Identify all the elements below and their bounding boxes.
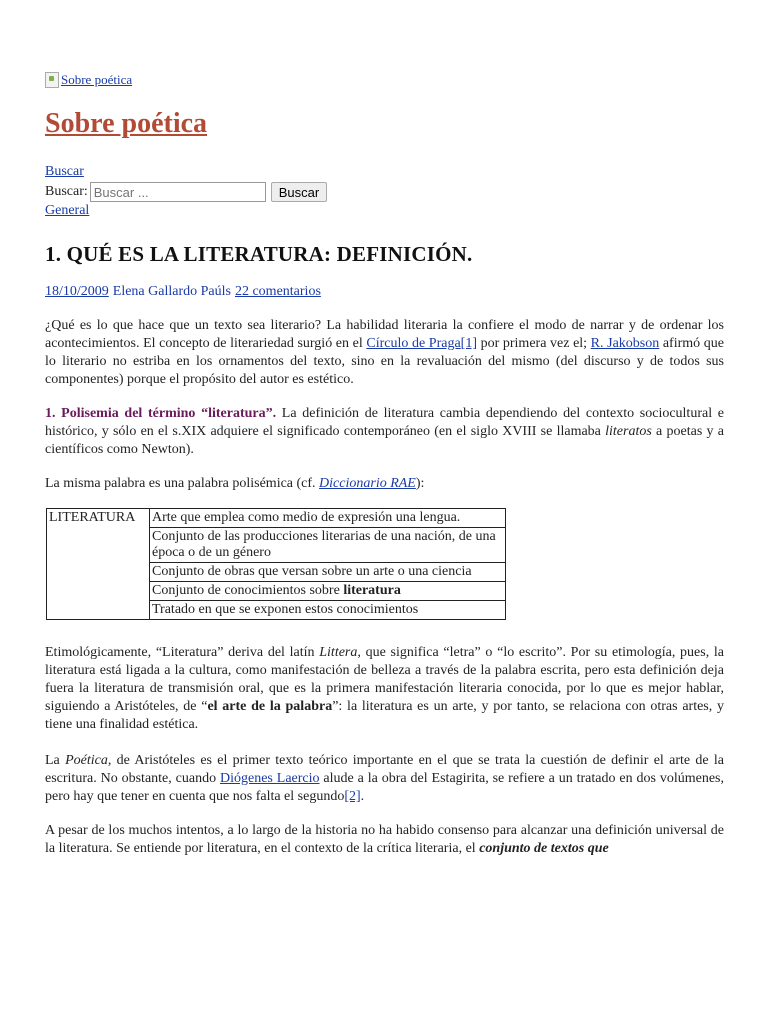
link-circulo-de-praga[interactable]: Círculo de Praga	[366, 336, 461, 351]
definitions-table	[46, 508, 506, 620]
search-form	[45, 182, 327, 202]
table-cell: Conjunto de obras que versan sobre un arte o una ciencia	[150, 563, 506, 582]
post-date-link[interactable]: 18/10/2009	[45, 284, 109, 299]
footnote-ref-2[interactable]: [2]	[344, 789, 361, 804]
paragraph-6: A pesar de los muchos intentos, a lo largo de la historia no ha habido consenso para alcanzar una definición universal de la literatura. Se entiende por literatura, en el contexto de la crítica literaria, el conjunto de textos que	[45, 823, 724, 856]
link-diogenes-laercio[interactable]: Diógenes Laercio	[220, 771, 320, 786]
paragraph-2: 1. Polisemia del término “literatura”. La definición de literatura cambia dependiendo del contexto sociocultural e histórico, y sólo en el s.XIX adquiere el significado contemporáneo (en el siglo XVIII se llamaba literatos a poetas y a científicos como Newton).	[45, 406, 724, 457]
paragraph-3: La misma palabra es una palabra polisémica (cf. Diccionario RAE):	[45, 476, 425, 491]
site-title[interactable]: Sobre poética	[45, 108, 208, 139]
search-input[interactable]	[90, 182, 266, 202]
table-cell: Conjunto de las producciones literarias de una nación, de una época o de un género	[150, 528, 506, 563]
post-title: 1. QUÉ ES LA LITERATURA: DEFINICIÓN.	[45, 242, 473, 266]
link-jakobson[interactable]: R. Jakobson	[590, 336, 660, 351]
table-cell: Conjunto de conocimientos sobre literatura	[150, 582, 506, 601]
table-cell: Arte que emplea como medio de expresión una lengua.	[150, 509, 506, 528]
paragraph-5: La Poética, de Aristóteles es el primer texto teórico importante en el que se trata la cuestión de definir el arte de la escritura. No obstante, cuando Diógenes Laercio alude a la obra del Estagirita, se refiere a un tratado en dos volúmenes, pero hay que tener en cuenta que nos falta el segundo[2].	[45, 753, 725, 804]
search-button[interactable]: Buscar	[271, 182, 327, 202]
category-link-general[interactable]: General	[45, 203, 90, 218]
author-link[interactable]: Elena Gallardo Paúls	[112, 284, 231, 299]
post-meta	[45, 284, 325, 300]
paragraph-1: ¿Qué es lo que hace que un texto sea literario? La habilidad literaria la confiere el modo de narrar y de ordenar los acontecimientos. El concepto de literariedad surgió en el Círculo de Praga[1] por primera vez el; R. Jakobson afirmó que lo literario no estriba en los ornamentos del texto, sino en la revaluación del mismo (del discurso y de todos sus componentes) porque el propósito del autor es estético.	[45, 318, 724, 387]
paragraph-4: Etimológicamente, “Literatura” deriva del latín Littera, que significa “letra” o “lo escrito”. Por su etimología, pues, la literatura está ligada a la cultura, como manifestación de belleza a través de la palabra escrita, pero esta definición deja fuera la literatura de transmisión oral, que es la primera manifestación literaria conocida, por lo que es mejor hablar, siguiendo a Aristóteles, de “el arte de la palabra”: la literatura es un arte, y por tanto, se relaciona con otras artes, y tiene una finalidad estética.	[45, 645, 725, 732]
footnote-ref-1[interactable]: [1]	[460, 336, 477, 351]
section-heading-polisemia: 1. Polisemia del término “literatura”.	[45, 406, 277, 421]
link-diccionario-rae[interactable]: Diccionario RAE	[319, 476, 416, 491]
table-cell: Tratado en que se exponen estos conocimientos	[150, 601, 506, 620]
search-link[interactable]: Buscar	[45, 164, 84, 179]
table-row	[47, 509, 506, 528]
table-term: LITERATURA	[47, 509, 150, 620]
site-logo-link[interactable]	[45, 72, 132, 88]
search-label: Buscar:	[45, 184, 88, 199]
broken-image-icon	[45, 72, 59, 88]
site-logo-alt: Sobre poética	[61, 72, 133, 87]
comments-link[interactable]: 22 comentarios	[234, 284, 321, 299]
